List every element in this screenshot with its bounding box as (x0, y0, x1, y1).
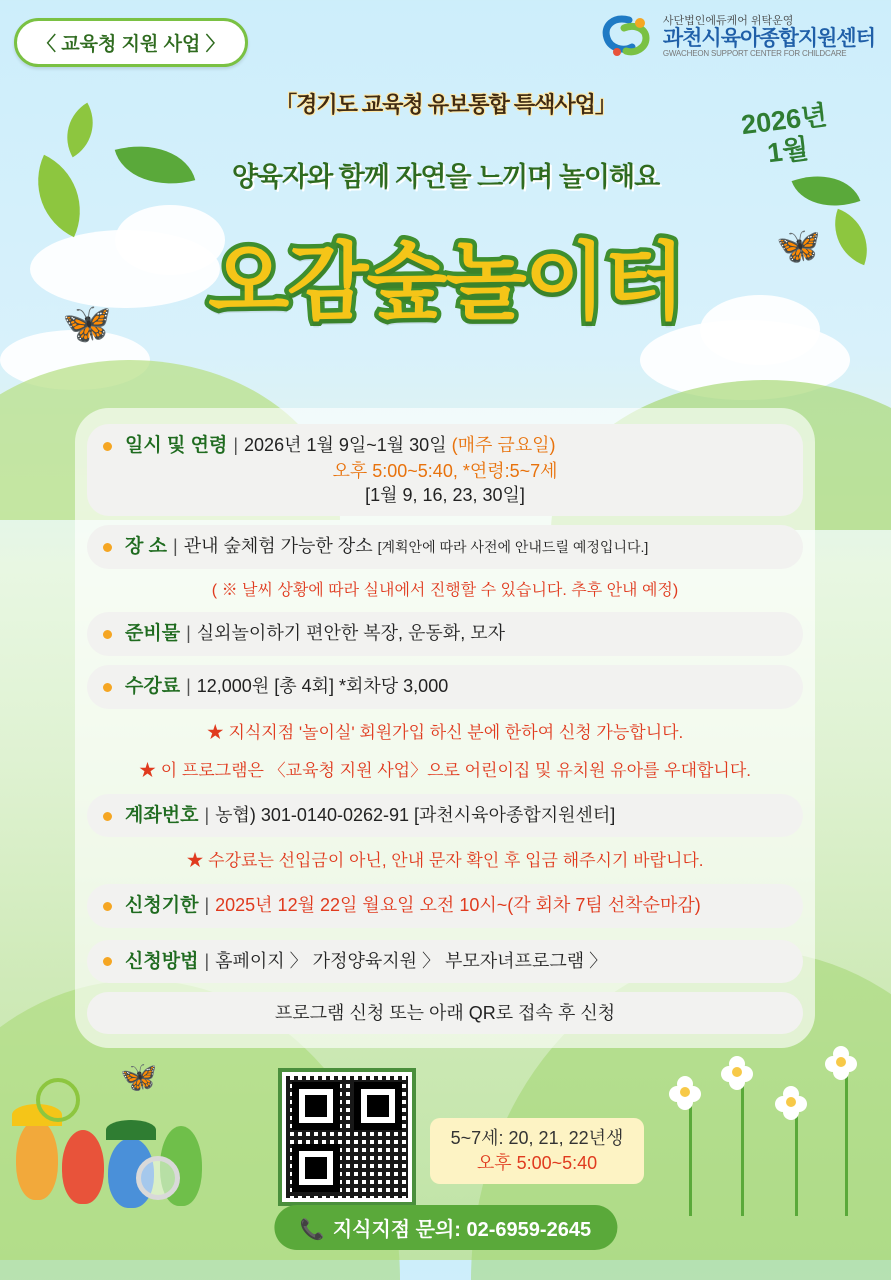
row-materials: 준비물 | 실외놀이하기 편안한 복장, 운동화, 모자 (87, 612, 803, 656)
child-figure (62, 1130, 104, 1204)
notice-payment: ★ 수강료는 선입금이 아닌, 안내 문자 확인 후 입금 해주시기 바랍니다. (186, 851, 704, 871)
logo-line-1: 사단법인에듀케어 위탁운영 (662, 14, 794, 27)
support-program-badge: 〈 교육청 지원 사업 〉 (14, 18, 248, 67)
logo-line-2: 과천시육아종합지원센터 (662, 26, 875, 50)
flower-stem (689, 1096, 692, 1216)
datetime-label: 일시 및 연령 (125, 435, 228, 456)
account-value: 농협) 301-0140-0262-91 [과천시육아종합지원센터] (215, 804, 616, 825)
contact-footer (274, 1205, 617, 1250)
materials-label: 준비물 (125, 623, 181, 645)
bullet-icon (103, 812, 112, 821)
flower-icon (825, 1046, 857, 1078)
apply-line2: 프로그램 신청 또는 아래 QR로 접속 후 신청 (87, 992, 803, 1034)
fee-label: 수강료 (125, 676, 181, 698)
notice-membership: ★ 지식지점 '놀이실' 회원가입 하신 분에 한하여 신청 가능합니다. (206, 722, 684, 742)
place-label: 장 소 (125, 536, 168, 558)
sc-logo-icon (599, 14, 655, 60)
row-fee: 수강료 | 12,000원 [총 4회] *회차당 3,000 (87, 665, 803, 709)
magnifier-icon (136, 1156, 180, 1200)
logo-line-3: GWACHEON SUPPORT CENTER FOR CHILDCARE (662, 49, 847, 59)
row-apply: 신청방법 | 홈페이지 〉 가정양육지원 〉 부모자녀프로그램 〉 (87, 940, 803, 984)
butterfly-icon: 🦋 (62, 302, 112, 346)
flower-icon (669, 1076, 701, 1108)
year-line-1: 2026년 (739, 99, 829, 141)
flower-cluster (663, 1040, 883, 1230)
place-value-note: [계획안에 따라 사전에 안내드릴 예정입니다.] (377, 539, 649, 556)
age-note-line2: 오후 5:00~5:40 (476, 1153, 598, 1174)
phone-icon: 📞 (299, 1219, 325, 1241)
bullet-icon (103, 957, 112, 966)
child-figure (16, 1120, 58, 1200)
bullet-icon (103, 683, 112, 692)
year-line-2: 1월 (765, 133, 810, 169)
bullet-icon (103, 902, 112, 911)
place-weather-note: ( ※ 날씨 상황에 따라 실내에서 진행할 수 있습니다. 추후 안내 예정) (211, 581, 679, 599)
program-subtitle: 「경기도 교육청 유보통합 특색사업」 (275, 92, 616, 117)
datetime-line2: 오후 5:00~5:40, *연령:5~7세 (332, 460, 558, 481)
qr-code[interactable] (278, 1068, 416, 1206)
qr-eye-icon (292, 1144, 340, 1192)
butterfly-icon: 🦋 (776, 225, 821, 266)
info-panel (75, 408, 815, 1048)
flower-stem (741, 1076, 744, 1216)
child-hat-icon (106, 1120, 156, 1140)
flower-stem (845, 1066, 848, 1216)
apply-value: 홈페이지 〉 가정양육지원 〉 부모자녀프로그램 〉 (215, 950, 608, 971)
materials-value: 실외놀이하기 편안한 복장, 운동화, 모자 (196, 623, 505, 644)
page-title: 오감숲놀이터 (208, 235, 683, 329)
flower-stem (795, 1106, 798, 1216)
bullet-icon (103, 543, 112, 552)
row-datetime: 일시 및 연령 | 2026년 1월 9일~1월 30일 (매주 금요일) 오후 5:00~5:40, *연령:5~7세 [1월 9, 16, 23, 30일] (87, 424, 803, 516)
row-deadline: 신청기한 | 2025년 12월 22일 월요일 오전 10시~(각 회차 7팀 선착순마감) (87, 884, 803, 928)
net-icon (36, 1078, 80, 1122)
age-note-line1: 5~7세: 20, 21, 22년생 (450, 1128, 624, 1148)
place-value: 관내 숲체험 가능한 장소 (183, 536, 373, 557)
fee-value: 12,000원 [총 4회] *회차당 3,000 (196, 676, 449, 697)
program-lead-text: 양육자와 함께 자연을 느끼며 놀이해요 (231, 162, 660, 192)
bullet-icon (103, 630, 112, 639)
deadline-label: 신청기한 (125, 894, 199, 916)
apply-label: 신청방법 (125, 950, 199, 972)
datetime-value: 2026년 1월 9일~1월 30일 (244, 435, 447, 455)
bullet-icon (103, 442, 112, 451)
organization-logo (599, 14, 875, 60)
notice-priority: ★ 이 프로그램은 〈교육청 지원 사업〉으로 어린이집 및 유치원 유아를 우대합니다. (138, 761, 752, 781)
qr-eye-icon (354, 1082, 402, 1130)
flower-icon (721, 1056, 753, 1088)
datetime-value-accent: (매주 금요일) (451, 435, 556, 455)
account-label: 계좌번호 (125, 804, 199, 826)
contact-text: 지식지점 문의: 02-6959-2645 (332, 1219, 592, 1241)
deadline-value: 2025년 12월 22일 월요일 오전 10시~(각 회차 7팀 선착순마감) (215, 894, 701, 915)
row-place: 장 소 | 관내 숲체험 가능한 장소 [계획안에 따라 사전에 안내드릴 예정입니다.] (87, 525, 803, 569)
flower-icon (775, 1086, 807, 1118)
row-account: 계좌번호 | 농협) 301-0140-0262-91 [과천시육아종합지원센터] (87, 794, 803, 838)
qr-eye-icon (292, 1082, 340, 1130)
age-time-note (430, 1118, 644, 1184)
butterfly-icon: 🦋 (120, 1061, 158, 1094)
datetime-line3: [1월 9, 16, 23, 30일] (365, 484, 525, 505)
children-illustration (10, 1060, 250, 1240)
